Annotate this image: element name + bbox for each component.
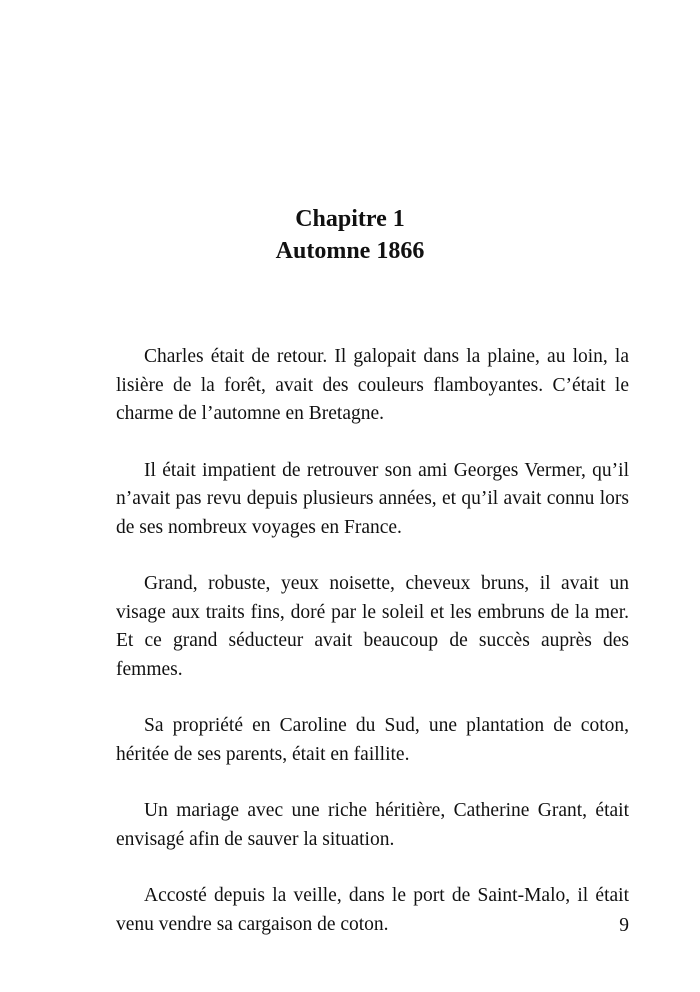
paragraph: Accosté depuis la veille, dans le port de Saint-Malo, il était venu vendre sa cargaison de coton. bbox=[116, 885, 629, 935]
paragraph: Sa propriété en Caroline du Sud, une plantation de coton, héritée de ses parents, était en faillite. bbox=[116, 715, 629, 765]
paragraph: Charles était de retour. Il galopait dans la plaine, au loin, la lisière de la forêt, avait des couleurs flamboyantes. C’était le charme de l’automne en Bretagne. bbox=[116, 346, 629, 424]
chapter-body bbox=[116, 343, 629, 967]
paragraph: Un mariage avec une riche héritière, Catherine Grant, était envisagé afin de sauver la situation. bbox=[116, 800, 629, 850]
chapter-heading bbox=[0, 203, 700, 267]
chapter-subtitle: Automne 1866 bbox=[275, 238, 425, 264]
paragraph: Grand, robuste, yeux noisette, cheveux bruns, il avait un visage aux traits fins, doré par le soleil et les embruns de la mer. Et ce grand séducteur avait beaucoup de succès auprès des femmes. bbox=[116, 573, 629, 680]
page-number: 9 bbox=[619, 915, 629, 936]
chapter-number: Chapitre 1 bbox=[295, 206, 405, 232]
paragraph: Il était impatient de retrouver son ami Georges Vermer, qu’il n’avait pas revu depuis plusieurs années, et qu’il avait connu lors de ses nombreux voyages en France. bbox=[116, 459, 629, 538]
